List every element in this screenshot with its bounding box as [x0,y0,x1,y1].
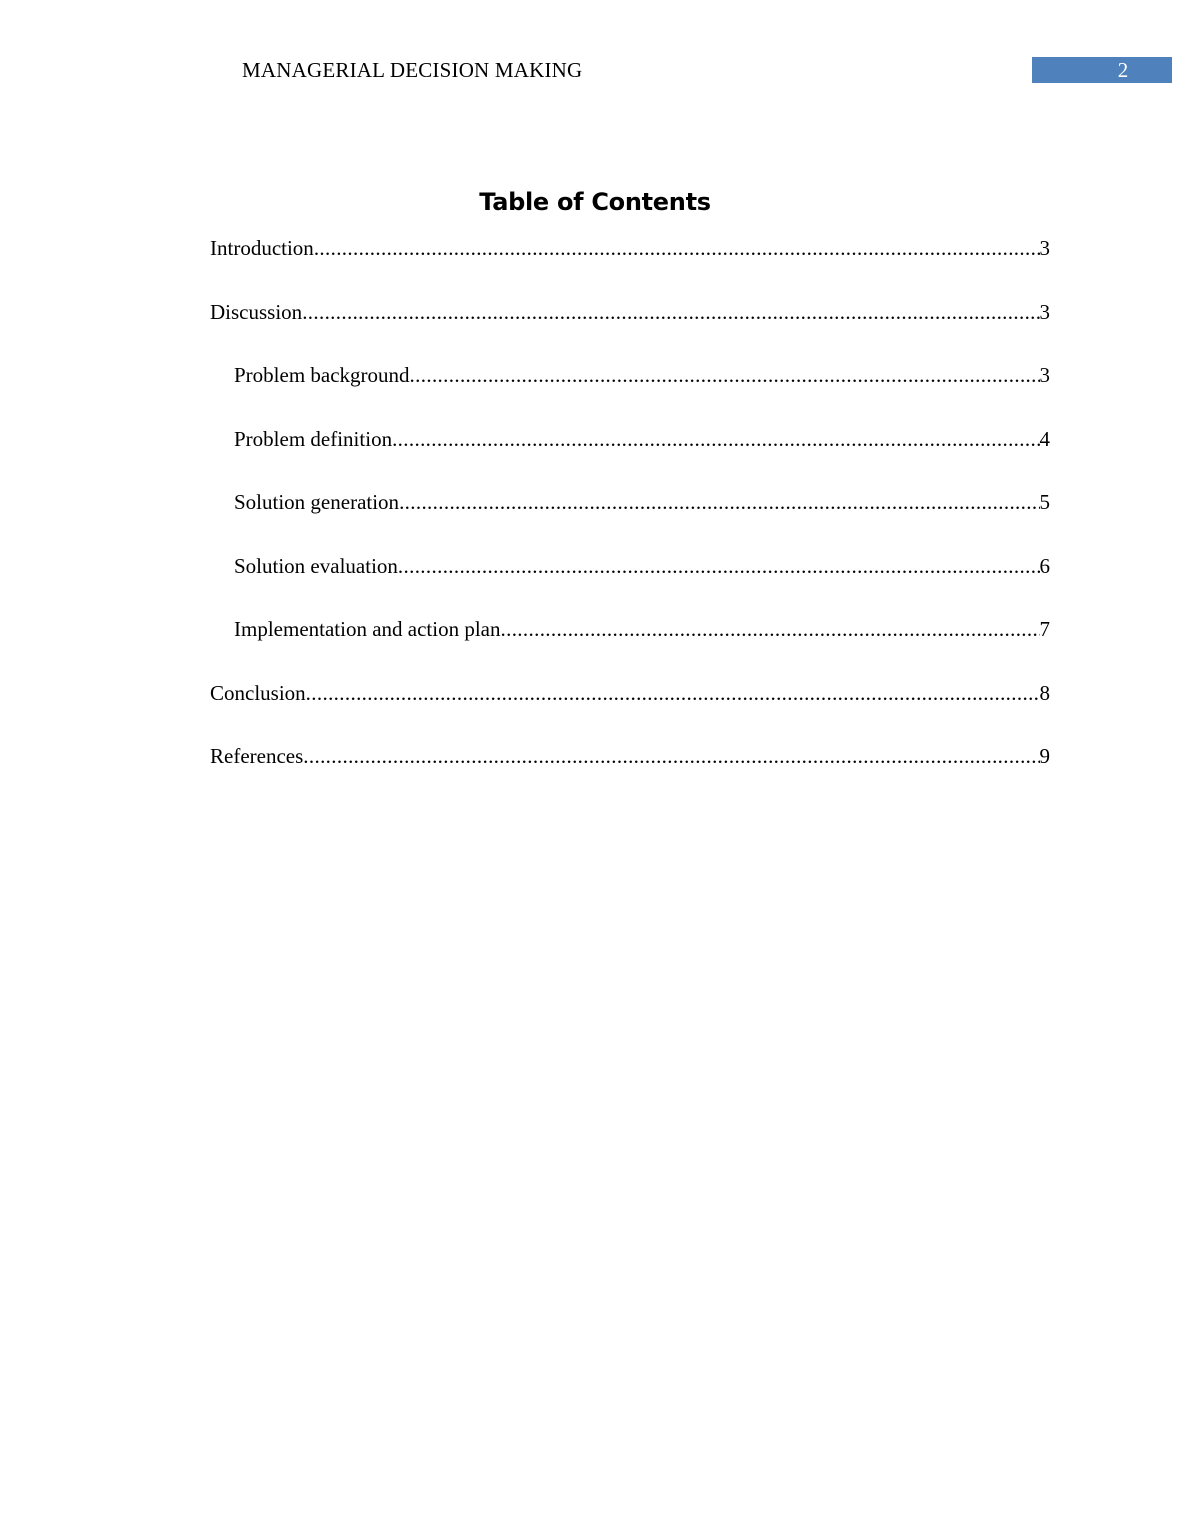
toc-dot-leader [303,741,1039,771]
toc-dot-leader [306,678,1040,708]
toc-entry-page: 9 [1039,744,1050,768]
toc-dot-leader [314,233,1040,263]
toc-entry-solution-generation[interactable] [210,487,1050,551]
toc-entry-page: 3 [1039,236,1050,260]
toc-entry-introduction[interactable] [210,233,1050,297]
toc-entry-problem-background[interactable] [210,360,1050,424]
toc-entry-label: References [210,744,304,768]
toc-entry-page: 3 [1039,299,1050,324]
toc-dot-leader [398,551,1040,581]
toc-entry-label: Solution generation [234,490,400,514]
toc-entry-label: Problem definition [234,426,393,451]
toc-entry-label: Solution evaluation [234,553,398,578]
running-head: MANAGERIAL DECISION MAKING [242,58,583,82]
page-number: 2 [1117,58,1129,82]
toc-dot-leader [501,614,1040,644]
toc-dot-leader [392,424,1039,454]
toc-entry-page: 6 [1039,553,1050,578]
toc-dot-leader [399,487,1039,517]
toc-entry-references[interactable] [210,741,1050,805]
toc-entry-discussion[interactable] [210,297,1050,361]
toc-entry-page: 4 [1039,426,1050,451]
toc-dot-leader [410,360,1040,390]
toc-entry-solution-evaluation[interactable] [210,551,1050,615]
toc-entry-label: Introduction [210,236,314,260]
toc-entry-label: Problem background [234,363,410,387]
toc-entry-implementation-and-action-plan[interactable] [210,614,1050,678]
toc-entry-label: Implementation and action plan [234,617,501,641]
toc-entry-problem-definition[interactable] [210,424,1050,488]
toc-list [210,233,1050,805]
toc-entry-page: 8 [1039,680,1050,705]
toc-title: Table of Contents [479,188,711,216]
toc-entry-page: 7 [1039,617,1050,641]
page-number-box [1032,57,1172,83]
toc-entry-conclusion[interactable] [210,678,1050,742]
toc-entry-page: 5 [1039,490,1050,514]
toc-entry-label: Discussion [210,299,303,324]
toc-entry-label: Conclusion [210,680,306,705]
toc-dot-leader [302,297,1039,327]
toc-entry-page: 3 [1039,363,1050,387]
